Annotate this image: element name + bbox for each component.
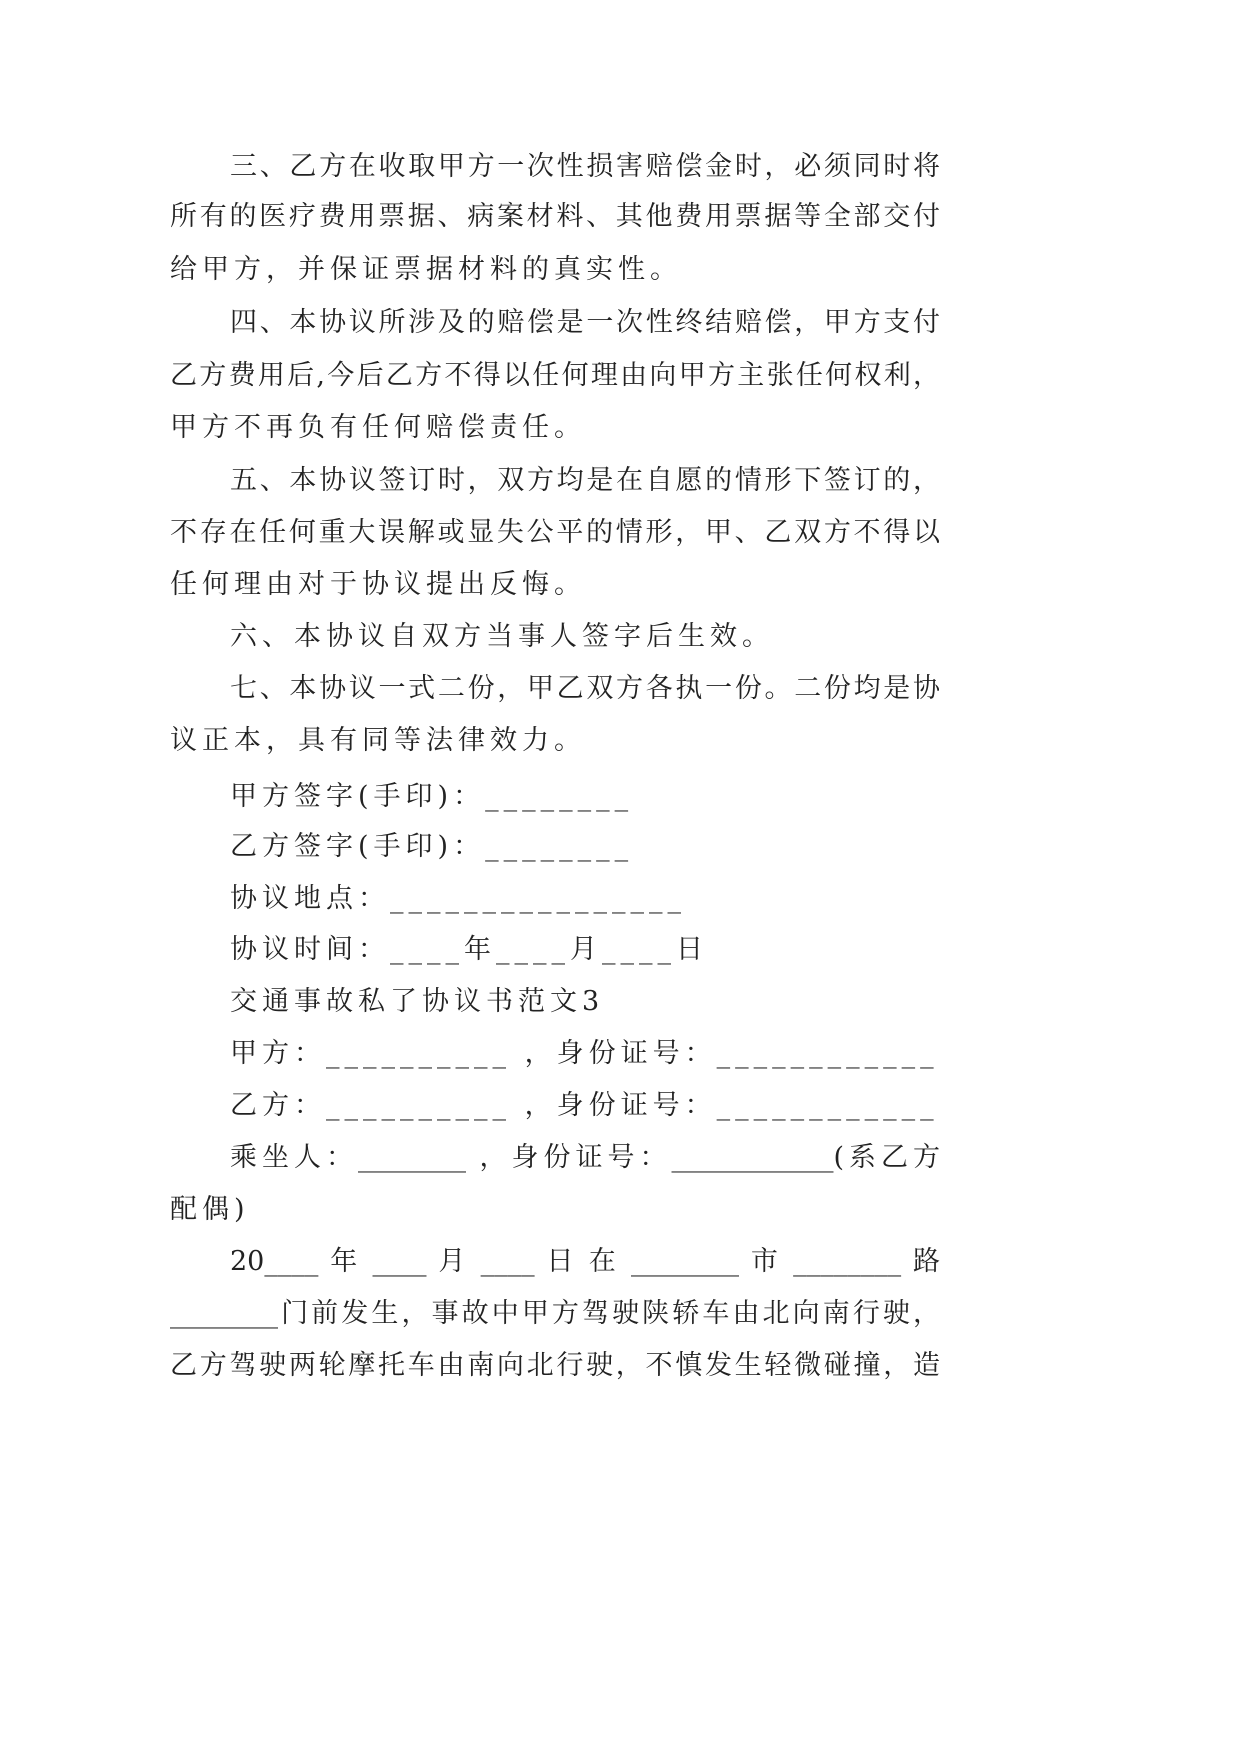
text-line: 交通事故私了协议书范文3 — [230, 986, 605, 1017]
text-line: 乙方签字(手印)：________ — [230, 831, 634, 862]
text-line: 任何理由对于协议提出反悔。 — [170, 569, 586, 600]
text-line: 甲方不再负有任何赔偿责任。 — [170, 412, 586, 443]
text-line: 甲方：__________ ，身份证号：____________ — [230, 1038, 939, 1069]
text-line: 四、本协议所涉及的赔偿是一次性终结赔偿，甲方支付 — [230, 307, 940, 338]
text-line: 配偶) — [170, 1194, 250, 1225]
text-line: 三、乙方在收取甲方一次性损害赔偿金时，必须同时将 — [230, 151, 940, 182]
text-line: 七、本协议一式二份，甲乙双方各执一份。二份均是协 — [230, 673, 940, 704]
text-line: 甲方签字(手印)：________ — [230, 781, 634, 812]
text-line: 给甲方，并保证票据材料的真实性。 — [170, 254, 682, 285]
text-line: 乘坐人：________ ，身份证号：____________(系乙方 — [230, 1142, 940, 1173]
text-line: 协议地点：________________ — [230, 883, 686, 914]
text-line: 六、本协议自双方当事人签字后生效。 — [230, 621, 774, 652]
text-line: 不存在任何重大误解或显失公平的情形，甲、乙双方不得以 — [170, 517, 940, 548]
text-line: 协议时间：____年____月____日 — [230, 934, 708, 965]
text-line: 乙方费用后,今后乙方不得以任何理由向甲方主张任何权利， — [170, 360, 940, 391]
text-line: 乙方：__________ ，身份证号：____________ — [230, 1090, 939, 1121]
text-line: 乙方驾驶两轮摩托车由南向北行驶，不慎发生轻微碰撞，造 — [170, 1350, 940, 1381]
text-line: 五、本协议签订时，双方均是在自愿的情形下签订的， — [230, 465, 940, 496]
text-line: ________门前发生，事故中甲方驾驶陕轿车由北向南行驶， — [170, 1298, 940, 1329]
text-line: 议正本，具有同等法律效力。 — [170, 725, 586, 756]
text-line: 20____ 年 ____ 月 ____ 日 在 ________ 市 ________ 路 — [230, 1246, 940, 1277]
text-line: 所有的医疗费用票据、病案材料、其他费用票据等全部交付 — [170, 201, 940, 232]
